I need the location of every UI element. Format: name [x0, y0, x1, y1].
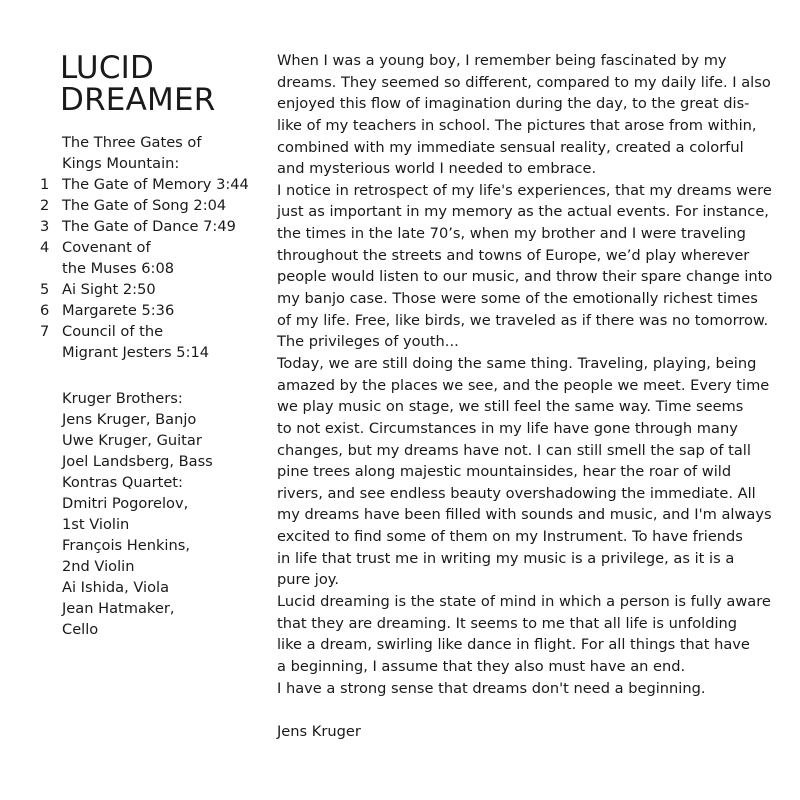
track-title: Covenant of — [62, 239, 151, 256]
essay-line: When I was a young boy, I remember being fascinated by my — [277, 52, 727, 69]
track-title: Council of the — [62, 323, 164, 340]
essay-line: my dreams have been filled with sounds and music, and I'm always — [277, 506, 772, 524]
essay-line: just as important in my memory as the actual events. For instance, — [277, 203, 769, 221]
track-item — [40, 195, 249, 216]
essay-line: of my life. Free, like birds, we traveled as if there was no tomorrow. — [277, 311, 769, 329]
essay-line: amazed by the places we see, and the people we meet. Every time — [277, 376, 770, 394]
essay-line: we play music on stage, we still feel the same way. Time seems — [277, 398, 744, 416]
essay-line: the times in the late 70’s, when my brother and I were traveling — [277, 225, 746, 243]
essay-line: I have a strong sense that dreams don't need a beginning. — [277, 679, 706, 697]
track-title-continued: the Muses 6:08 — [62, 260, 175, 277]
tracklist-heading-line: The Three Gates of — [62, 134, 202, 151]
essay-line: throughout the streets and towns of Europe, we’d play wherever — [277, 246, 750, 264]
essay-line: in life that trust me in writing my music is a privilege, as it is a — [277, 549, 735, 567]
track-number: 6 — [40, 302, 50, 319]
credit-line: Joel Landsberg, Bass — [62, 453, 213, 470]
essay-body — [277, 50, 787, 699]
credits-heading: Kontras Quartet: — [62, 474, 183, 491]
liner-notes-sidebar — [0, 0, 270, 800]
essay-line: people would listen to our music, and throw their spare change into — [277, 268, 773, 286]
credit-line: Uwe Kruger, Guitar — [62, 432, 202, 449]
album-title — [60, 52, 215, 116]
essay-line: changes, but my dreams have not. I can still smell the sap of tall — [277, 441, 751, 459]
album-title-line-2: DREAMER — [60, 82, 216, 118]
track-item — [40, 216, 249, 237]
track-title: The Gate of Song 2:04 — [62, 197, 227, 214]
credits-heading: Kruger Brothers: — [62, 390, 183, 407]
essay-line: like of my teachers in school. The pictures that arose from within, — [277, 116, 757, 134]
track-number: 7 — [40, 323, 50, 340]
essay-line: excited to find some of them on my Instrument. To have friends — [277, 528, 743, 546]
essay-spacer — [277, 699, 787, 721]
track-title: The Gate of Memory 3:44 — [62, 176, 249, 193]
essay-line: I notice in retrospect of my life's experiences, that my dreams were — [277, 181, 772, 199]
essay-line: that they are dreaming. It seems to me that all life is unfolding — [277, 614, 738, 632]
essay-line: dreams. They seemed so different, compared to my daily life. I also — [277, 73, 771, 91]
essay-line: The privileges of youth... — [277, 333, 459, 351]
kruger-brothers-credits — [62, 388, 213, 472]
credit-line: 2nd Violin — [62, 558, 135, 575]
credit-line: Ai Ishida, Viola — [62, 579, 170, 596]
track-number: 1 — [40, 176, 50, 193]
track-number: 3 — [40, 218, 50, 235]
tracklist — [40, 132, 249, 363]
credit-line: Jens Kruger, Banjo — [62, 411, 197, 428]
essay-line: pine trees along majestic mountainsides, hear the roar of wild — [277, 463, 732, 481]
track-item — [40, 174, 249, 195]
credit-line: François Henkins, — [62, 537, 190, 554]
signature: Jens Kruger — [277, 722, 361, 740]
track-item — [40, 321, 249, 342]
essay-line: Lucid dreaming is the state of mind in which a person is fully aware — [277, 593, 771, 611]
track-title: Ai Sight 2:50 — [62, 281, 156, 298]
credit-line: Jean Hatmaker, — [62, 600, 175, 617]
essay — [277, 50, 787, 743]
track-title-continued: Migrant Jesters 5:14 — [62, 344, 210, 361]
essay-line: pure joy. — [277, 571, 339, 589]
album-title-line-1: LUCID — [60, 50, 155, 86]
essay-line: Today, we are still doing the same thing. Traveling, playing, being — [277, 354, 757, 372]
track-number: 2 — [40, 197, 50, 214]
credit-line: Dmitri Pogorelov, — [62, 495, 189, 512]
tracklist-heading-line: Kings Mountain: — [62, 155, 180, 172]
essay-line: like a dream, swirling like dance in flight. For all things that have — [277, 636, 750, 654]
credit-line: Cello — [62, 621, 99, 638]
essay-line: rivers, and see endless beauty overshadowing the immediate. All — [277, 484, 756, 502]
track-title: Margarete 5:36 — [62, 302, 175, 319]
track-title: The Gate of Dance 7:49 — [62, 218, 236, 235]
essay-line: enjoyed this flow of imagination during the day, to the great dis- — [277, 95, 750, 113]
kontras-quartet-credits — [62, 472, 190, 640]
track-item — [40, 237, 249, 258]
track-item — [40, 279, 249, 300]
track-item — [40, 300, 249, 321]
essay-line: combined with my immediate sensual reality, created a colorful — [277, 138, 744, 156]
essay-line: to not exist. Circumstances in my life have gone through many — [277, 419, 738, 437]
essay-line: my banjo case. Those were some of the emotionally richest times — [277, 290, 758, 308]
essay-line: a beginning, I assume that they also must have an end. — [277, 657, 686, 675]
track-number: 5 — [40, 281, 50, 298]
track-number: 4 — [40, 239, 50, 256]
credit-line: 1st Violin — [62, 516, 130, 533]
essay-line: and mysterious world I needed to embrace. — [277, 160, 597, 178]
